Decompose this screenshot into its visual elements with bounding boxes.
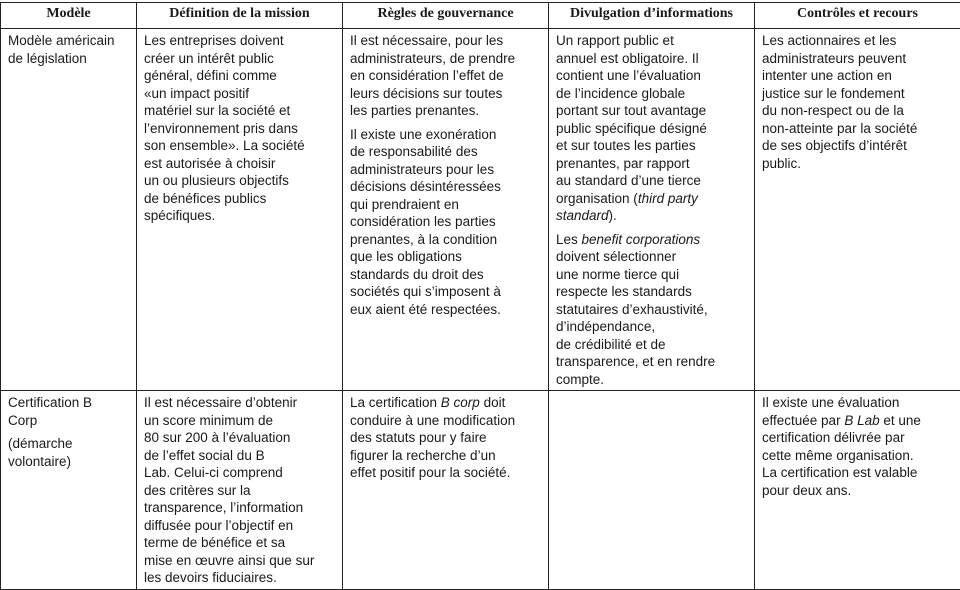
governance-text: doit conduire à une modification des statuts pour y faire figurer la recherche d’un effet positif pour la société. [350,395,515,480]
governance-paragraph: Il est nécessaire, pour les administrateurs, de prendre en considération l’effet de leurs décisions sur toutes les parties prenantes. [350,32,542,120]
controls-text: Les actionnaires et les administrateurs peuvent intenter une action en justice sur le fondement du non-respect ou de la non-atteinte par la société de ses objectifs d’intérêt public. [762,32,954,172]
disclosure-text: Un rapport public et annuel est obligatoire. Il contient une l’évaluation de l’incidence globale portant sur tout avantage public spécifique désigné et sur toutes les parties prenantes, par rapport au standard d’une tierce organisation ( [556,33,707,206]
disclosure-italic: benefit corporations [582,232,701,247]
mission-text: Les entreprises doivent créer un intérêt public général, défini comme «un impact positif matériel sur la société et l’environnement pris dans son ensemble». La société est autorisée à choisir un ou plusieurs objectifs de bénéfices publics spécifiques. [144,32,336,225]
disclosure-italic: third party standard [556,191,698,224]
disclosure-text: Les [556,232,582,247]
cell-disclosure [549,29,755,391]
table-row [1,29,960,391]
cell-mission [137,391,343,590]
controls-italic: B Lab [844,413,879,428]
disclosure-text: doivent sélectionner une norme tierce qui respecte les standards statutaires d’exhaustivité, d’indépendance, de crédibilité et de transparence, et en rendre compte. [556,249,715,387]
mission-text: Il est nécessaire d’obtenir un score minimum de 80 sur 200 à l’évaluation de l’effet social du B Lab. Celui-ci comprend des critères sur la transparence, l’information diffusée pour l’objectif en terme de bénéfice et sa mise en œuvre ainsi que sur les devoirs fiduciaires. [144,394,336,587]
cell-mission [137,29,343,391]
controls-text: et une certification délivrée par cette même organisation. La certification est valable pour deux ans. [762,413,921,498]
controls-text: Il existe une évaluation effectuée par [762,395,899,428]
table-row [1,391,960,590]
header-controls: Contrôles et recours [755,3,960,29]
disclosure-paragraph [556,32,748,225]
model-note: (démarche volontaire) [8,435,130,470]
disclosure-paragraph [556,231,748,389]
model-text: Modèle américain de législation [8,32,130,67]
cell-governance [343,29,549,391]
comparison-table [0,2,960,590]
governance-paragraph [350,394,542,482]
cell-governance [343,391,549,590]
cell-disclosure-empty [549,391,755,590]
governance-paragraph: Il existe une exonération de responsabilité des administrateurs pour les décisions désintéressées qui prendraient en considération les parties prenantes, à la condition que les obligations standards du droit des sociétés qui s’imposent à eux aient été respectées. [350,126,542,319]
model-text: Certification B Corp [8,394,130,429]
header-model: Modèle [1,3,137,29]
disclosure-text: ). [609,208,617,223]
controls-paragraph [762,394,954,499]
cell-model [1,29,137,391]
governance-italic: B corp [441,395,480,410]
header-disclosure: Divulgation d’informations [549,3,755,29]
header-governance: Règles de gouvernance [343,3,549,29]
cell-controls [755,391,960,590]
header-row [1,3,960,29]
cell-model [1,391,137,590]
header-mission: Définition de la mission [137,3,343,29]
cell-controls [755,29,960,391]
governance-text: La certification [350,395,441,410]
